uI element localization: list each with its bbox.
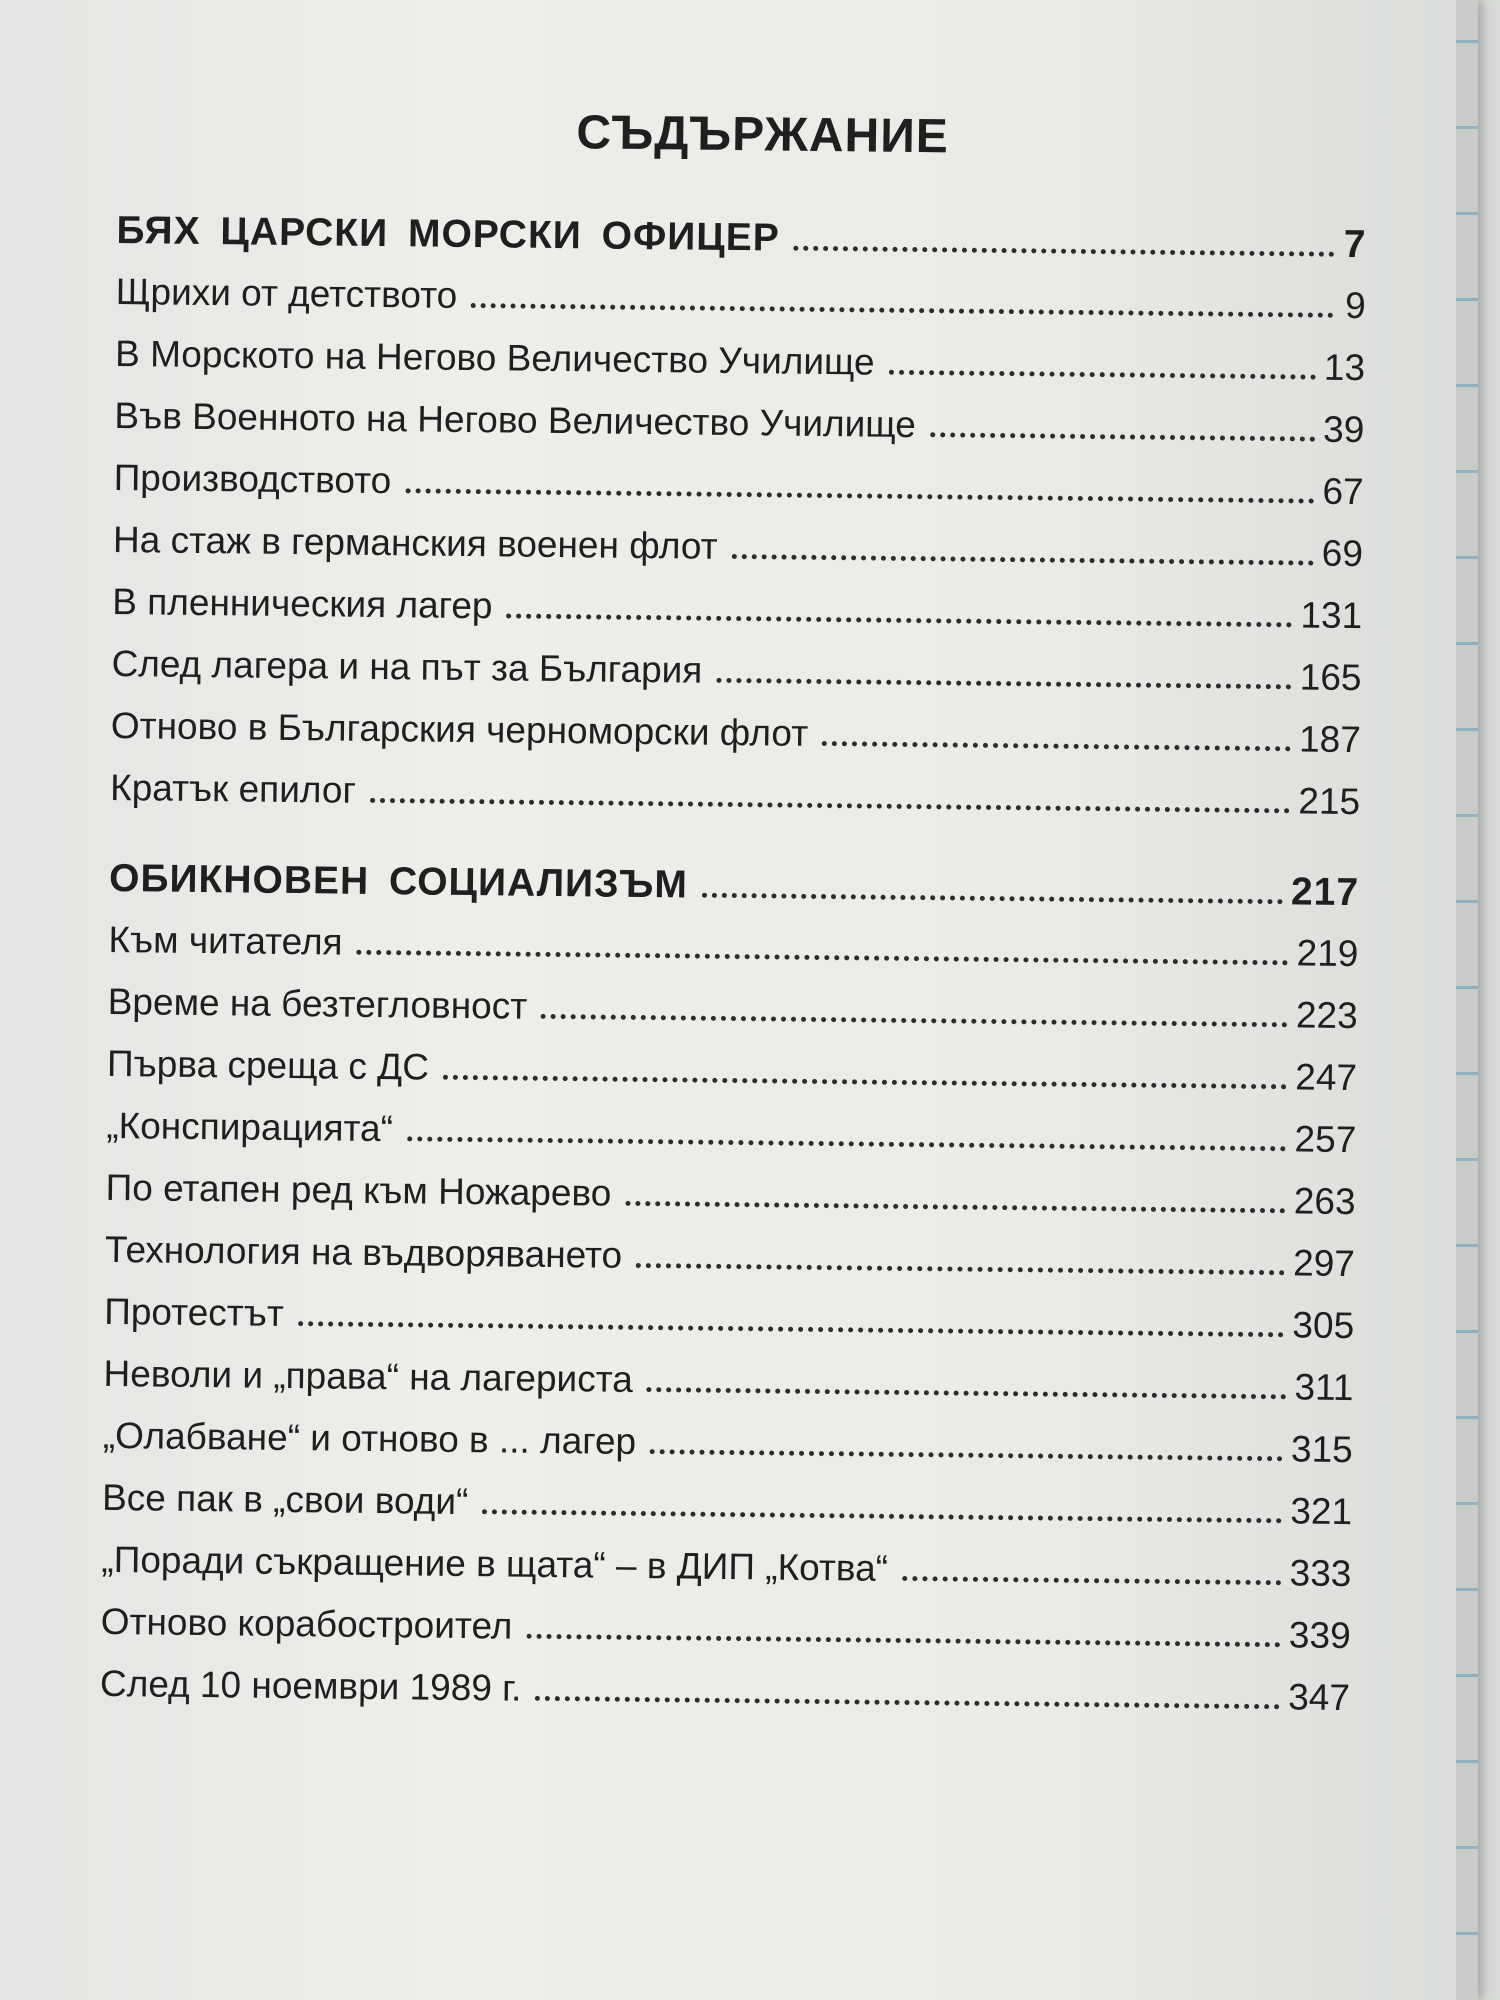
dot-leader bbox=[625, 1190, 1286, 1214]
toc-entry-page: 219 bbox=[1296, 932, 1359, 975]
toc-entry-page: 247 bbox=[1295, 1056, 1358, 1099]
toc-entry-page: 339 bbox=[1288, 1614, 1351, 1657]
toc-title: СЪДЪРЖАНИЕ bbox=[576, 106, 950, 164]
toc-section-1 bbox=[110, 209, 1367, 843]
toc-entry-page: 67 bbox=[1322, 470, 1364, 513]
dot-leader bbox=[647, 1376, 1287, 1399]
dot-leader bbox=[405, 477, 1314, 503]
toc-entry-page: 333 bbox=[1289, 1552, 1352, 1595]
toc-entry-label: Неволи и „права“ на лагериста bbox=[103, 1352, 634, 1400]
toc-entry-label: Време на безтегловност bbox=[107, 980, 528, 1027]
toc-entry-label: В пленническия лагер bbox=[112, 580, 493, 627]
toc-entry-page: 315 bbox=[1290, 1428, 1354, 1471]
dot-leader bbox=[535, 1685, 1280, 1710]
table-of-contents bbox=[99, 100, 1368, 1767]
toc-entry-label: Все пак в „свои води“ bbox=[101, 1476, 469, 1523]
toc-entry-page: 9 bbox=[1344, 284, 1366, 327]
dot-leader bbox=[888, 359, 1315, 380]
dot-leader bbox=[298, 1310, 1285, 1337]
toc-entry-page: 165 bbox=[1299, 656, 1362, 699]
toc-entry-page: 215 bbox=[1298, 780, 1361, 823]
toc-entry-label: „Конспирацията“ bbox=[106, 1104, 394, 1150]
dot-leader bbox=[731, 543, 1313, 566]
section-heading-label: ОБИКНОВЕН СОЦИАЛИЗЪМ bbox=[108, 856, 689, 907]
toc-entry-page: 131 bbox=[1300, 594, 1363, 637]
dot-leader bbox=[822, 730, 1291, 751]
toc-entry bbox=[110, 767, 1361, 843]
dot-leader bbox=[702, 881, 1283, 904]
toc-entry-page: 69 bbox=[1321, 532, 1364, 575]
toc-entry-label: След лагера и на път за България bbox=[111, 642, 703, 691]
dot-leader bbox=[650, 1438, 1283, 1461]
dot-leader bbox=[370, 787, 1291, 814]
section-heading-page: 217 bbox=[1290, 870, 1360, 915]
dot-leader bbox=[716, 667, 1292, 690]
toc-entry-page: 305 bbox=[1292, 1304, 1355, 1347]
toc-entry bbox=[100, 1663, 1351, 1739]
toc-entry-label: „Олабване“ и отново в ... лагер bbox=[102, 1414, 637, 1462]
toc-section-2 bbox=[100, 857, 1360, 1739]
dot-leader bbox=[356, 939, 1288, 966]
section-heading-page: 7 bbox=[1343, 222, 1367, 267]
dot-leader bbox=[443, 1064, 1287, 1090]
toc-entry-label: Във Военното на Негово Величество Училище bbox=[114, 394, 917, 446]
toc-entry-label: В Морското на Негово Величество Училище bbox=[114, 332, 875, 383]
dot-leader bbox=[471, 292, 1334, 318]
toc-entry-label: Кратък епилог bbox=[109, 766, 357, 811]
dot-leader bbox=[902, 1565, 1282, 1585]
dot-leader bbox=[407, 1125, 1287, 1151]
toc-entry-label: На стаж в германския военен флот bbox=[112, 518, 718, 567]
dot-leader bbox=[794, 234, 1335, 257]
page-edge bbox=[1456, 0, 1478, 2000]
toc-entry-page: 39 bbox=[1322, 408, 1365, 451]
dot-leader bbox=[930, 421, 1315, 441]
toc-entry-label: Отново корабостроител bbox=[100, 1600, 513, 1647]
toc-entry-label: След 10 ноември 1989 г. bbox=[99, 1662, 522, 1709]
toc-entry-label: Технология на въдворяването bbox=[104, 1228, 623, 1276]
dot-leader bbox=[526, 1623, 1281, 1648]
dot-leader bbox=[482, 1498, 1282, 1523]
toc-entry-page: 257 bbox=[1294, 1118, 1357, 1161]
toc-entry-page: 311 bbox=[1294, 1366, 1354, 1409]
toc-entry-page: 263 bbox=[1293, 1180, 1356, 1223]
toc-entry-page: 187 bbox=[1298, 718, 1362, 761]
dot-leader bbox=[506, 602, 1292, 627]
dot-leader bbox=[541, 1003, 1288, 1028]
toc-entry-label: Към читателя bbox=[108, 918, 343, 963]
section-heading-label: БЯХ ЦАРСКИ МОРСКИ ОФИЦЕР bbox=[116, 208, 781, 260]
toc-entry-page: 321 bbox=[1290, 1490, 1353, 1533]
toc-entry-label: Производството bbox=[113, 456, 392, 502]
toc-entry-label: По етапен ред към Ножарево bbox=[105, 1166, 612, 1214]
toc-entry-label: Протестът bbox=[104, 1290, 285, 1334]
toc-entry-page: 13 bbox=[1323, 346, 1366, 389]
toc-entry-page: 223 bbox=[1295, 994, 1358, 1037]
toc-entry-page: 297 bbox=[1292, 1242, 1356, 1285]
toc-entry-label: Отново в Българския черноморски флот bbox=[110, 704, 809, 754]
toc-entry-label: Щрихи от детството bbox=[115, 270, 458, 316]
toc-entry-label: „Поради съкращение в щата“ – в ДИП „Котва“ bbox=[101, 1538, 889, 1589]
toc-entry-page: 347 bbox=[1287, 1676, 1351, 1719]
dot-leader bbox=[636, 1252, 1285, 1275]
toc-entry-label: Първа среща с ДС bbox=[106, 1042, 430, 1088]
